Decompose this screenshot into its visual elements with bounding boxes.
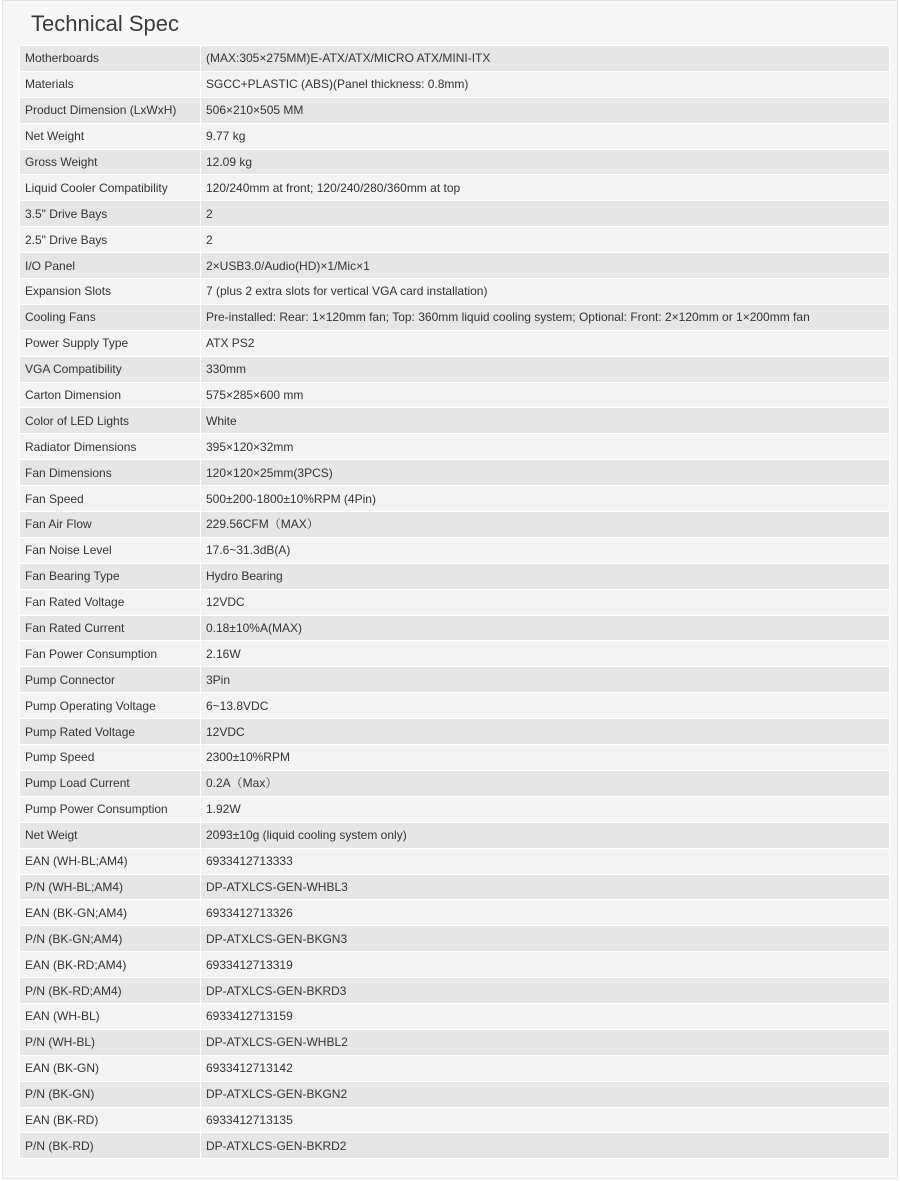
- table-row: [20, 149, 890, 175]
- table-row: [20, 926, 890, 952]
- spec-label: EAN (BK-GN;AM4): [20, 900, 201, 926]
- spec-label: 3.5" Drive Bays: [20, 201, 201, 227]
- spec-label: P/N (BK-RD;AM4): [20, 978, 201, 1004]
- spec-label: Pump Power Consumption: [20, 796, 201, 822]
- spec-label: Expansion Slots: [20, 279, 201, 305]
- table-row: [20, 745, 890, 771]
- spec-label: Net Weight: [20, 123, 201, 149]
- table-row: [20, 227, 890, 253]
- table-row: [20, 408, 890, 434]
- spec-value: 2093±10g (liquid cooling system only): [201, 822, 890, 848]
- spec-label: EAN (WH-BL): [20, 1003, 201, 1029]
- spec-value: 7 (plus 2 extra slots for vertical VGA card installation): [201, 279, 890, 305]
- spec-label: Pump Rated Voltage: [20, 719, 201, 745]
- spec-label: Materials: [20, 71, 201, 97]
- spec-label: Color of LED Lights: [20, 408, 201, 434]
- spec-value: ATX PS2: [201, 330, 890, 356]
- spec-label: P/N (BK-GN): [20, 1081, 201, 1107]
- spec-value: DP-ATXLCS-GEN-BKGN2: [201, 1081, 890, 1107]
- spec-value: 500±200-1800±10%RPM (4Pin): [201, 486, 890, 512]
- spec-label: Carton Dimension: [20, 382, 201, 408]
- spec-label: Pump Connector: [20, 667, 201, 693]
- spec-value: 229.56CFM（MAX）: [201, 512, 890, 538]
- spec-label: EAN (BK-GN): [20, 1055, 201, 1081]
- spec-label: P/N (BK-RD): [20, 1133, 201, 1159]
- table-row: [20, 175, 890, 201]
- table-row: [20, 615, 890, 641]
- spec-label: VGA Compatibility: [20, 356, 201, 382]
- spec-value: 6933412713159: [201, 1003, 890, 1029]
- spec-label: P/N (WH-BL): [20, 1029, 201, 1055]
- spec-label: 2.5" Drive Bays: [20, 227, 201, 253]
- table-row: [20, 71, 890, 97]
- spec-label: Motherboards: [20, 46, 201, 72]
- table-row: [20, 1133, 890, 1159]
- table-row: [20, 356, 890, 382]
- table-row: [20, 253, 890, 279]
- spec-value: 2×USB3.0/Audio(HD)×1/Mic×1: [201, 253, 890, 279]
- table-row: [20, 978, 890, 1004]
- spec-label: Cooling Fans: [20, 304, 201, 330]
- spec-label: P/N (BK-GN;AM4): [20, 926, 201, 952]
- spec-value: 2: [201, 201, 890, 227]
- spec-value: 6933412713135: [201, 1107, 890, 1133]
- spec-label: Power Supply Type: [20, 330, 201, 356]
- spec-table-body: [20, 46, 890, 1159]
- table-row: [20, 1107, 890, 1133]
- spec-label: Fan Power Consumption: [20, 641, 201, 667]
- table-row: [20, 641, 890, 667]
- spec-label: Fan Rated Voltage: [20, 589, 201, 615]
- table-row: [20, 279, 890, 305]
- spec-value: 6~13.8VDC: [201, 693, 890, 719]
- table-row: [20, 46, 890, 72]
- table-row: [20, 486, 890, 512]
- table-row: [20, 589, 890, 615]
- spec-value: Hydro Bearing: [201, 563, 890, 589]
- spec-panel: [2, 0, 898, 1179]
- table-row: [20, 537, 890, 563]
- spec-value: 2: [201, 227, 890, 253]
- spec-label: Fan Air Flow: [20, 512, 201, 538]
- spec-value: Pre-installed: Rear: 1×120mm fan; Top: 360mm liquid cooling system; Optional: Front: 2×120mm or 1×200mm fan: [201, 304, 890, 330]
- spec-value: DP-ATXLCS-GEN-WHBL2: [201, 1029, 890, 1055]
- table-row: [20, 563, 890, 589]
- spec-value: 575×285×600 mm: [201, 382, 890, 408]
- spec-label: Net Weigt: [20, 822, 201, 848]
- spec-label: Fan Dimensions: [20, 460, 201, 486]
- page-title: Technical Spec: [31, 11, 179, 36]
- spec-label: EAN (BK-RD): [20, 1107, 201, 1133]
- table-row: [20, 1055, 890, 1081]
- spec-value: 2.16W: [201, 641, 890, 667]
- spec-value: 0.18±10%A(MAX): [201, 615, 890, 641]
- spec-label: Fan Rated Current: [20, 615, 201, 641]
- spec-value: (MAX:305×275MM)E-ATX/ATX/MICRO ATX/MINI-ITX: [201, 46, 890, 72]
- spec-label: Radiator Dimensions: [20, 434, 201, 460]
- spec-label: Fan Bearing Type: [20, 563, 201, 589]
- spec-label: Liquid Cooler Compatibility: [20, 175, 201, 201]
- spec-value: 2300±10%RPM: [201, 745, 890, 771]
- spec-label: Product Dimension (LxWxH): [20, 97, 201, 123]
- spec-value: 120/240mm at front; 120/240/280/360mm at top: [201, 175, 890, 201]
- table-row: [20, 848, 890, 874]
- spec-value: SGCC+PLASTIC (ABS)(Panel thickness: 0.8mm): [201, 71, 890, 97]
- spec-label: EAN (BK-RD;AM4): [20, 952, 201, 978]
- table-row: [20, 1081, 890, 1107]
- spec-value: 3Pin: [201, 667, 890, 693]
- spec-value: 9.77 kg: [201, 123, 890, 149]
- spec-value: DP-ATXLCS-GEN-BKRD2: [201, 1133, 890, 1159]
- spec-value: 17.6~31.3dB(A): [201, 537, 890, 563]
- table-row: [20, 770, 890, 796]
- spec-value: DP-ATXLCS-GEN-WHBL3: [201, 874, 890, 900]
- spec-value: 6933412713319: [201, 952, 890, 978]
- table-row: [20, 952, 890, 978]
- table-row: [20, 434, 890, 460]
- table-row: [20, 1029, 890, 1055]
- table-row: [20, 719, 890, 745]
- table-row: [20, 330, 890, 356]
- spec-value: 12.09 kg: [201, 149, 890, 175]
- table-row: [20, 97, 890, 123]
- table-row: [20, 874, 890, 900]
- spec-label: Pump Speed: [20, 745, 201, 771]
- table-row: [20, 822, 890, 848]
- spec-value: 0.2A（Max）: [201, 770, 890, 796]
- spec-value: 120×120×25mm(3PCS): [201, 460, 890, 486]
- spec-value: 1.92W: [201, 796, 890, 822]
- table-row: [20, 123, 890, 149]
- table-row: [20, 900, 890, 926]
- spec-value: 12VDC: [201, 719, 890, 745]
- spec-table: [19, 45, 890, 1159]
- spec-value: 12VDC: [201, 589, 890, 615]
- spec-value: 6933412713333: [201, 848, 890, 874]
- spec-label: EAN (WH-BL;AM4): [20, 848, 201, 874]
- spec-value: 6933412713326: [201, 900, 890, 926]
- spec-value: 395×120×32mm: [201, 434, 890, 460]
- table-row: [20, 201, 890, 227]
- table-row: [20, 460, 890, 486]
- table-row: [20, 796, 890, 822]
- spec-value: White: [201, 408, 890, 434]
- spec-value: 6933412713142: [201, 1055, 890, 1081]
- spec-value: DP-ATXLCS-GEN-BKRD3: [201, 978, 890, 1004]
- table-row: [20, 304, 890, 330]
- spec-value: DP-ATXLCS-GEN-BKGN3: [201, 926, 890, 952]
- table-row: [20, 693, 890, 719]
- spec-label: I/O Panel: [20, 253, 201, 279]
- table-row: [20, 1003, 890, 1029]
- spec-label: Pump Operating Voltage: [20, 693, 201, 719]
- spec-label: Fan Speed: [20, 486, 201, 512]
- spec-value: 506×210×505 MM: [201, 97, 890, 123]
- spec-label: P/N (WH-BL;AM4): [20, 874, 201, 900]
- spec-label: Pump Load Current: [20, 770, 201, 796]
- spec-value: 330mm: [201, 356, 890, 382]
- table-row: [20, 512, 890, 538]
- table-row: [20, 667, 890, 693]
- spec-label: Fan Noise Level: [20, 537, 201, 563]
- spec-label: Gross Weight: [20, 149, 201, 175]
- table-row: [20, 382, 890, 408]
